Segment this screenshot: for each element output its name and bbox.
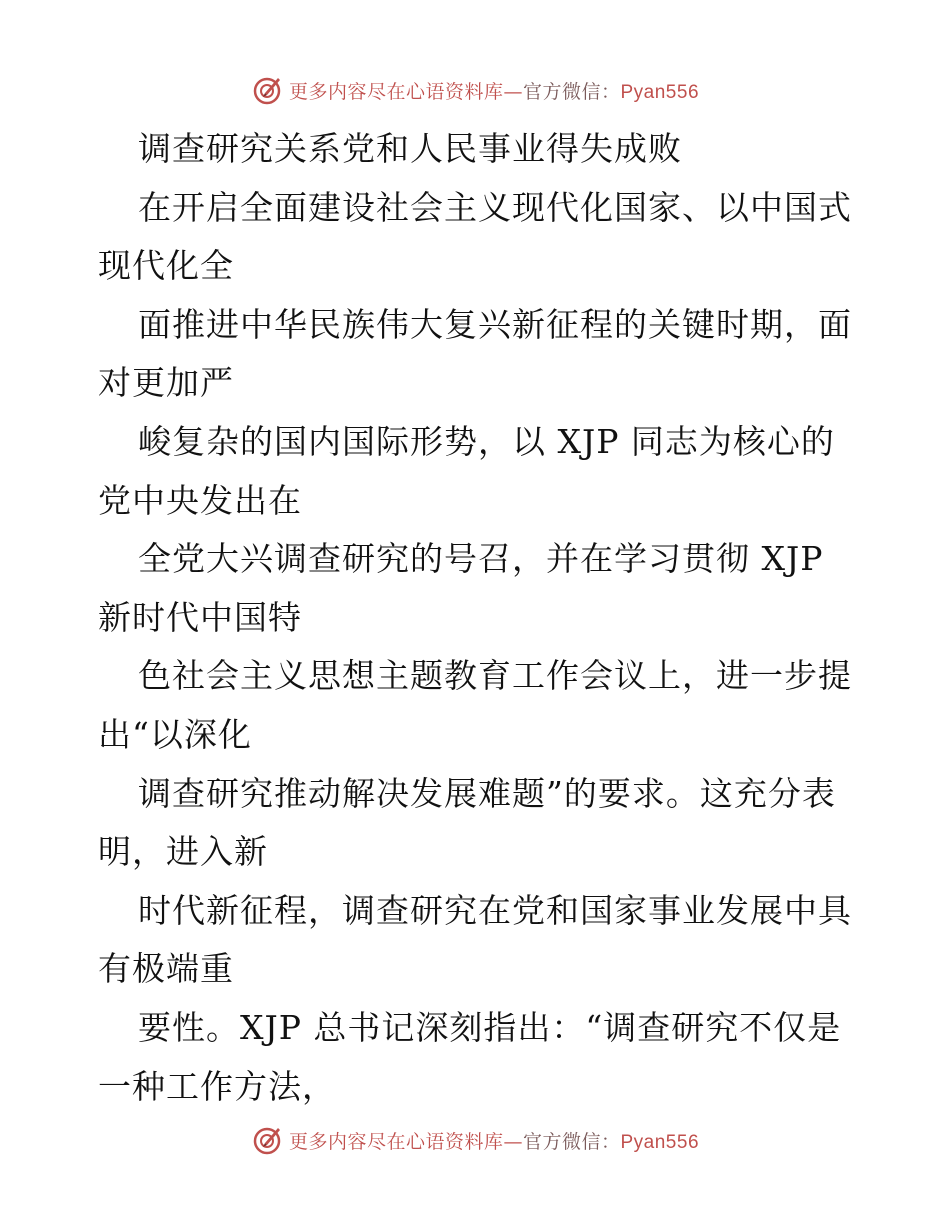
banner-wechat-id: Pyan556 xyxy=(620,81,700,103)
banner-wechat-label: 官方微信： xyxy=(522,1130,621,1153)
text-line: 全党大兴调查研究的号召，并在学习贯彻 XJP xyxy=(138,539,824,579)
text-line: 面推进中华民族伟大复兴新征程的关键时期，面 xyxy=(138,304,852,344)
banner-content xyxy=(251,1124,699,1156)
text-line: 色社会主义思想主题教育工作会议上，进一步提 xyxy=(138,656,852,696)
footer-banner xyxy=(0,1120,950,1160)
pen-logo-icon xyxy=(251,1124,283,1156)
text-line: 一种工作方法， xyxy=(98,1066,336,1106)
text-line: 要性。XJP 总书记深刻指出：“调查研究不仅是 xyxy=(138,1007,842,1047)
text-line: 在开启全面建设社会主义现代化国家、以中国式 xyxy=(138,187,852,227)
text-line: 党中央发出在 xyxy=(98,480,302,520)
pen-logo-icon xyxy=(251,74,283,106)
text-line: 调查研究关系党和人民事业得失成败 xyxy=(138,129,682,168)
text-line: 明，进入新 xyxy=(98,832,268,872)
banner-dash: — xyxy=(503,80,523,103)
text-line: 对更加严 xyxy=(98,363,234,403)
document-body xyxy=(98,120,858,1116)
text-line: 有极端重 xyxy=(98,949,234,989)
text-line: 新时代中国特 xyxy=(98,597,302,637)
text-line: 出“以深化 xyxy=(98,714,252,754)
banner-wechat-label: 官方微信： xyxy=(522,80,621,103)
text-line: 调查研究推动解决发展难题”的要求。这充分表 xyxy=(138,773,836,813)
text-line: 现代化全 xyxy=(98,246,234,286)
banner-title: 更多内容尽在心语资料库 xyxy=(288,80,504,103)
banner-wechat-id: Pyan556 xyxy=(620,1131,700,1153)
header-banner xyxy=(0,70,950,110)
text-line: 时代新征程，调查研究在党和国家事业发展中具 xyxy=(138,890,852,930)
banner-content xyxy=(251,74,699,106)
banner-text xyxy=(289,77,699,104)
banner-text xyxy=(289,1127,699,1154)
text-line: 峻复杂的国内国际形势，以 XJP 同志为核心的 xyxy=(138,421,835,461)
banner-title: 更多内容尽在心语资料库 xyxy=(288,1130,504,1153)
banner-dash: — xyxy=(503,1130,523,1153)
